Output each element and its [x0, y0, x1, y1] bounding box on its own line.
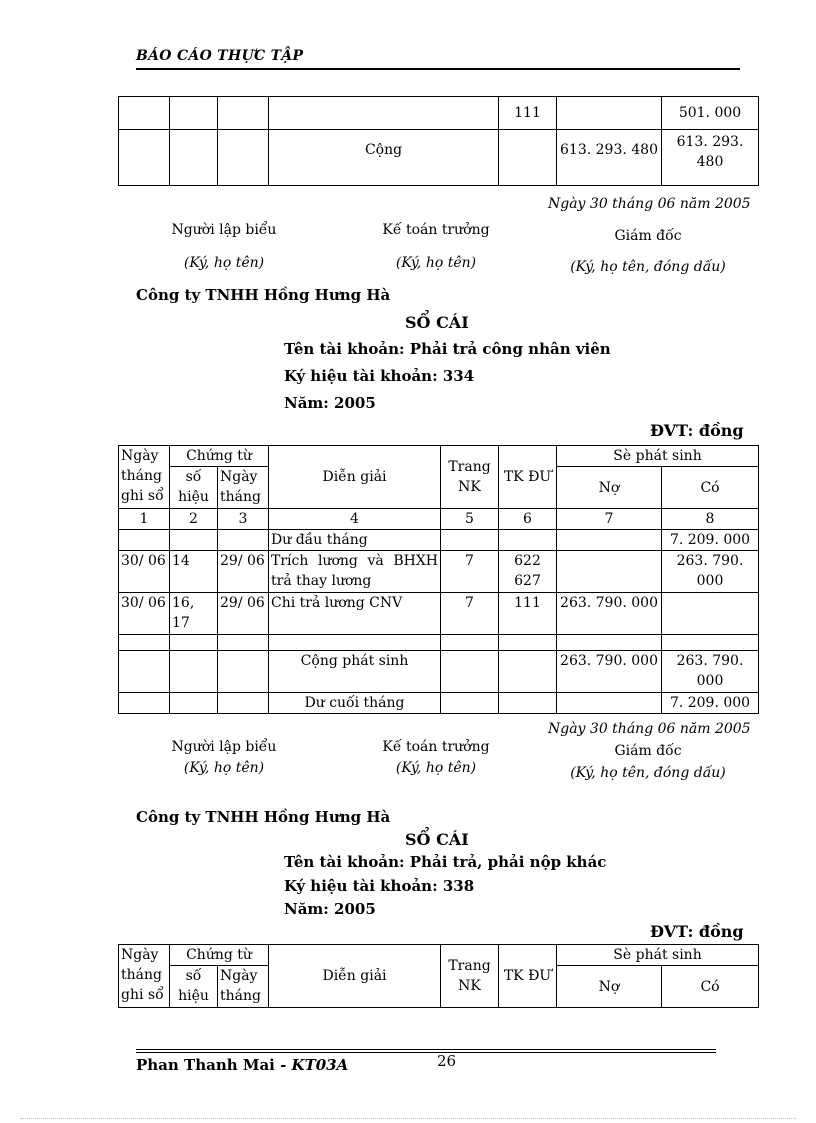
cell: [218, 693, 269, 714]
header-account: TK ĐƯ: [499, 446, 557, 509]
cell: 7: [441, 551, 499, 593]
cell: 30/ 06: [119, 551, 170, 593]
header-date: Ngày tháng ghi sổ: [119, 945, 170, 1008]
cell: [269, 97, 499, 130]
column-number: 2: [170, 509, 218, 530]
cell: [499, 130, 557, 186]
ledger-year: Năm: 2005: [284, 394, 376, 412]
cell: [499, 693, 557, 714]
cell: 7. 209. 000: [662, 693, 759, 714]
cell: [441, 530, 499, 551]
cell: 263. 790. 000: [662, 651, 759, 693]
closing-balance-label: Dư cuối tháng: [269, 693, 441, 714]
header-voucher-no: số hiệu: [170, 966, 218, 1008]
column-number: 6: [499, 509, 557, 530]
chief-accountant-label: Kế toán trưởng: [382, 222, 490, 238]
ledger-title: SỔ CÁI: [405, 830, 469, 849]
cell: 29/ 06: [218, 551, 269, 593]
cell: [557, 530, 662, 551]
company-name: Công ty TNHH Hồng Hưng Hà: [136, 286, 391, 304]
total-label: Cộng: [269, 130, 499, 186]
cell: [119, 97, 170, 130]
director-note: (Ký, họ tên, đóng dấu): [570, 259, 726, 275]
cell: [441, 651, 499, 693]
cell: 29/ 06: [218, 593, 269, 635]
header-voucher: Chứng từ: [170, 945, 269, 966]
column-number-row: [119, 509, 759, 530]
header-page: Trang NK: [441, 945, 499, 1008]
column-number: 7: [557, 509, 662, 530]
cell: [119, 693, 170, 714]
cell: [119, 130, 170, 186]
cell: [662, 593, 759, 635]
cell: Trích lương và BHXH trả thay lương: [269, 551, 441, 593]
cell: [218, 651, 269, 693]
page-edge: [20, 1118, 796, 1119]
signature-date: Ngày 30 tháng 06 năm 2005: [548, 721, 751, 737]
column-number: 1: [119, 509, 170, 530]
currency-unit: ĐVT: đồng: [650, 922, 744, 941]
cell: 7. 209. 000: [662, 530, 759, 551]
director-label: Giám đốc: [614, 743, 682, 759]
header-debit: Nợ: [557, 467, 662, 509]
header-voucher-no: số hiệu: [170, 467, 218, 509]
cell: [170, 130, 218, 186]
cell: 30/ 06: [119, 593, 170, 635]
cell: 111: [499, 593, 557, 635]
table-row: [119, 651, 759, 693]
header-arising: Sè phát sinh: [557, 446, 759, 467]
header-description: Diễn giải: [269, 446, 441, 509]
company-name: Công ty TNHH Hồng Hưng Hà: [136, 808, 391, 826]
header-description: Diễn giải: [269, 945, 441, 1008]
chief-accountant-note: (Ký, họ tên): [395, 255, 477, 271]
cell: 263. 790. 000: [557, 593, 662, 635]
author-name: Phan Thanh Mai -: [136, 1056, 292, 1074]
cell: [557, 693, 662, 714]
total-arising-label: Cộng phát sinh: [269, 651, 441, 693]
table-row: [119, 693, 759, 714]
cell: 14: [170, 551, 218, 593]
table-row: [119, 530, 759, 551]
cell: [218, 130, 269, 186]
header-debit: Nợ: [557, 966, 662, 1008]
ledger-title: SỔ CÁI: [405, 313, 469, 332]
header-row: [119, 446, 759, 467]
currency-unit: ĐVT: đồng: [650, 421, 744, 440]
cell: [269, 635, 441, 651]
cell: [170, 530, 218, 551]
header-date: Ngày tháng ghi sổ: [119, 446, 170, 509]
cell: 16, 17: [170, 593, 218, 635]
preparer-label: Người lập biểu: [171, 739, 277, 755]
account-code: Ký hiệu tài khoản: 338: [284, 877, 475, 895]
preparer-note: (Ký, họ tên): [183, 760, 265, 776]
cell: [170, 651, 218, 693]
column-number: 3: [218, 509, 269, 530]
cell: [499, 651, 557, 693]
chief-accountant-label: Kế toán trưởng: [382, 739, 490, 755]
cell: [218, 530, 269, 551]
header-account: TK ĐƯ: [499, 945, 557, 1008]
cell: [557, 551, 662, 593]
ledger-year: Năm: 2005: [284, 900, 376, 918]
cell: 263. 790. 000: [662, 551, 759, 593]
table-row: [119, 97, 759, 130]
footer-divider: [136, 1052, 716, 1053]
cell: [662, 635, 759, 651]
account-name: Tên tài khoản: Phải trả, phải nộp khác: [284, 853, 607, 871]
signature-date: Ngày 30 tháng 06 năm 2005: [548, 196, 751, 212]
cell: [119, 530, 170, 551]
header-credit: Có: [662, 966, 759, 1008]
cell: [441, 635, 499, 651]
ledger-338-table: [118, 944, 759, 1008]
header-row: [119, 945, 759, 966]
header-credit: Có: [662, 467, 759, 509]
cell: [441, 693, 499, 714]
header-voucher-date: Ngày tháng: [218, 966, 269, 1008]
cell: [170, 635, 218, 651]
cell: 622 627: [499, 551, 557, 593]
footer-divider: [136, 1049, 716, 1050]
header-page: Trang NK: [441, 446, 499, 509]
account-code: Ký hiệu tài khoản: 334: [284, 367, 475, 385]
column-number: 8: [662, 509, 759, 530]
cell: [119, 651, 170, 693]
cell: 501. 000: [662, 97, 759, 130]
header-voucher: Chứng từ: [170, 446, 269, 467]
footer-author: [136, 1056, 348, 1074]
continuation-table: [118, 96, 759, 186]
table-row: [119, 130, 759, 186]
column-number: 5: [441, 509, 499, 530]
cell: [499, 635, 557, 651]
cell: [499, 530, 557, 551]
table-row: [119, 593, 759, 635]
cell: [119, 635, 170, 651]
debit-total: 613. 293. 480: [557, 130, 662, 186]
director-label: Giám đốc: [614, 228, 682, 244]
cell: [557, 635, 662, 651]
preparer-note: (Ký, họ tên): [183, 255, 265, 271]
cell: 7: [441, 593, 499, 635]
chief-accountant-note: (Ký, họ tên): [395, 760, 477, 776]
table-row: [119, 635, 759, 651]
cell: [557, 97, 662, 130]
table-row: [119, 551, 759, 593]
ledger-334-table: [118, 445, 759, 714]
header-divider: [136, 68, 740, 70]
class-code: KT03A: [291, 1056, 349, 1074]
cell: 263. 790. 000: [557, 651, 662, 693]
account-name: Tên tài khoản: Phải trả công nhân viên: [284, 340, 611, 358]
header-arising: Sè phát sinh: [557, 945, 759, 966]
cell: [170, 693, 218, 714]
report-header-title: BÁO CÁO THỰC TẬP: [136, 48, 304, 64]
cell: [218, 97, 269, 130]
page-number: 26: [437, 1052, 457, 1070]
header-voucher-date: Ngày tháng: [218, 467, 269, 509]
column-number: 4: [269, 509, 441, 530]
cell: [218, 635, 269, 651]
director-note: (Ký, họ tên, đóng dấu): [570, 765, 726, 781]
cell: [170, 97, 218, 130]
cell: Dư đầu tháng: [269, 530, 441, 551]
preparer-label: Người lập biểu: [171, 222, 277, 238]
credit-total: 613. 293. 480: [662, 130, 759, 186]
cell: 111: [499, 97, 557, 130]
cell: Chi trả lương CNV: [269, 593, 441, 635]
